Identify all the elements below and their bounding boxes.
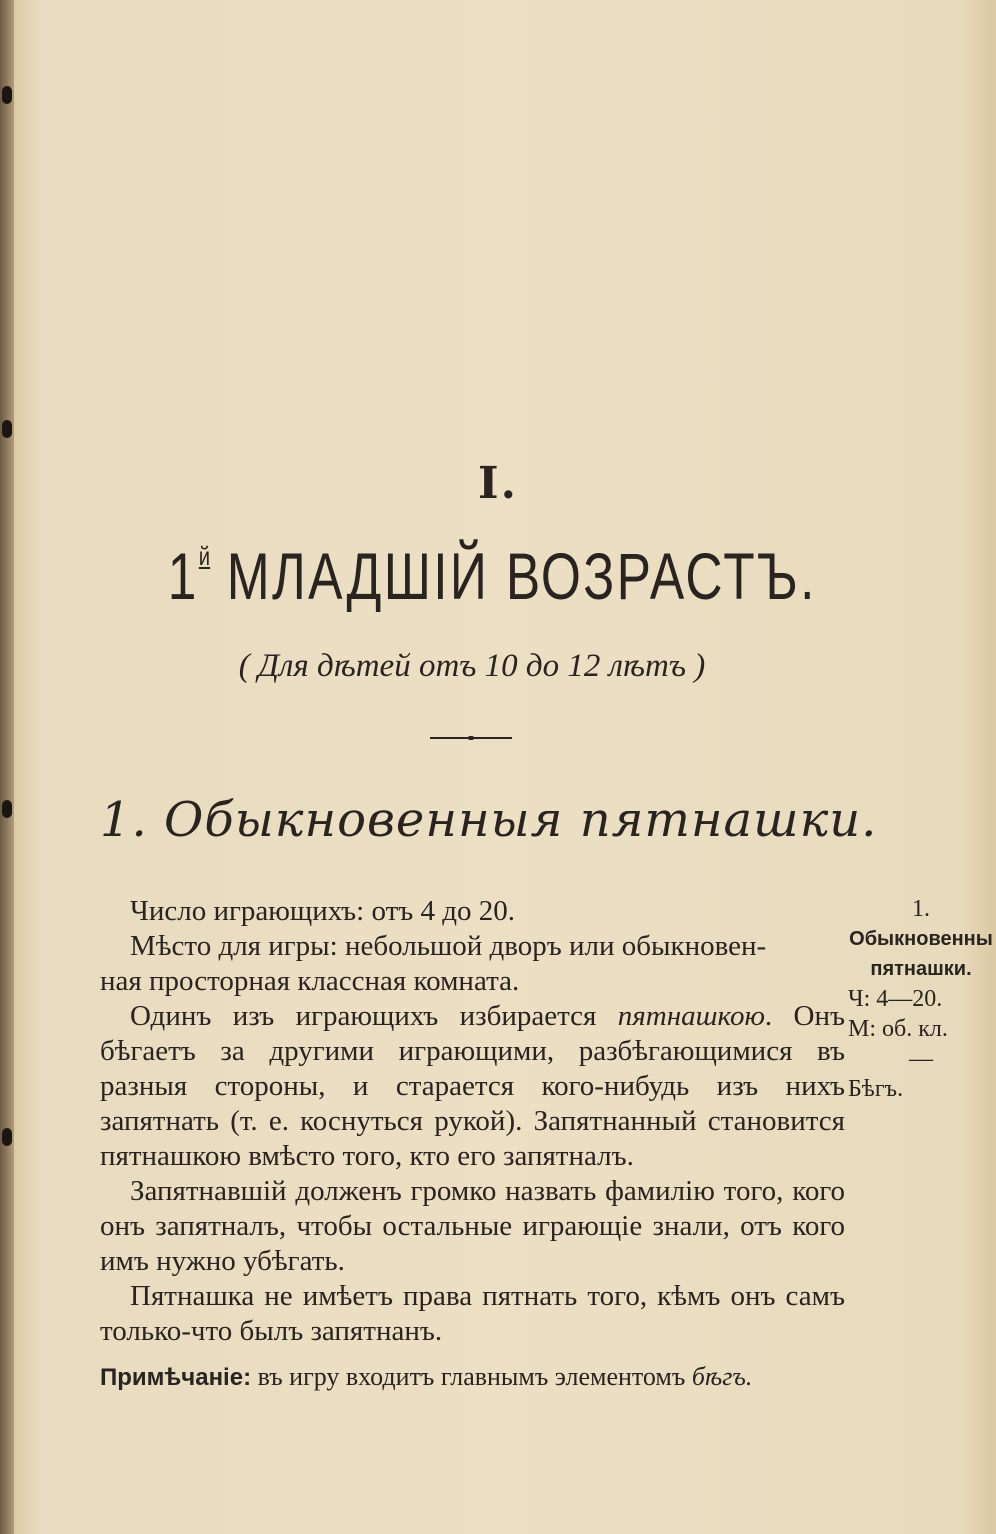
note-italic: бѣгъ. <box>691 1362 753 1391</box>
body-text <box>100 894 845 1395</box>
note-paragraph <box>100 1359 845 1395</box>
section-title: 1. Обыкновенныя пятнашки. <box>100 792 878 848</box>
margin-title-1: Обыкновенны <box>849 928 993 950</box>
paragraph-naming: Запятнавшiй долженъ громко назвать фамилiю того, кого онъ запятналъ, чтобы остальные играющiе знали, отъ кого имъ нужно убѣгать. <box>100 1175 845 1277</box>
binding-hole <box>2 86 12 104</box>
margin-players: Ч: 4—20. <box>848 986 943 1012</box>
heading-superscript: й <box>198 541 211 571</box>
rules-text-b: . Онъ бѣгаетъ за другими играющими, разбѣгающимися въ разныя стороны, и старается кого-нибудь изъ нихъ запятнать (т. е. коснуться рукой). Запятнанный становится пятнашкою вмѣсто того, кто его запятналъ. <box>100 1000 845 1172</box>
margin-place: М: об. кл. <box>848 1016 948 1042</box>
margin-dash: — <box>909 1046 933 1072</box>
rules-text-a: Одинъ изъ играющихъ избирается <box>130 1000 618 1032</box>
paragraph-restriction: Пятнашка не имѣетъ права пятнать того, кѣмъ онъ самъ только-что былъ запятнанъ. <box>100 1280 845 1347</box>
binding-hole <box>2 420 12 438</box>
decorative-rule <box>430 737 512 739</box>
margin-number: 1. <box>912 896 930 922</box>
binding-hole <box>2 800 12 818</box>
chapter-numeral: I. <box>478 458 518 509</box>
margin-title-2: пятнашки. <box>870 958 972 980</box>
margin-element: Бѣгъ. <box>848 1076 904 1102</box>
note-label: Примѣчанiе: <box>100 1364 252 1391</box>
place-line-1: Мѣсто для игры: небольшой дворъ или обыкновен- <box>130 930 767 962</box>
age-subtitle: ( Для дѣтей отъ 10 до 12 лѣтъ ) <box>238 648 706 684</box>
chapter-heading <box>104 538 881 614</box>
place-line-2: ная просторная классная комната. <box>100 965 520 997</box>
heading-number: 1 <box>167 539 199 613</box>
note-text: въ игру входитъ главнымъ элементомъ <box>251 1362 692 1391</box>
margin-summary <box>848 894 994 1104</box>
page-spine-edge <box>0 0 14 1534</box>
players-line: Число играющихъ: отъ 4 до 20. <box>130 895 516 927</box>
paragraph-rules <box>100 999 845 1174</box>
heading-title: МЛАДШIЙ ВОЗРАСТЪ. <box>226 539 817 613</box>
rules-italic-term: пятнашкою <box>617 1000 765 1032</box>
binding-hole <box>2 1128 12 1146</box>
